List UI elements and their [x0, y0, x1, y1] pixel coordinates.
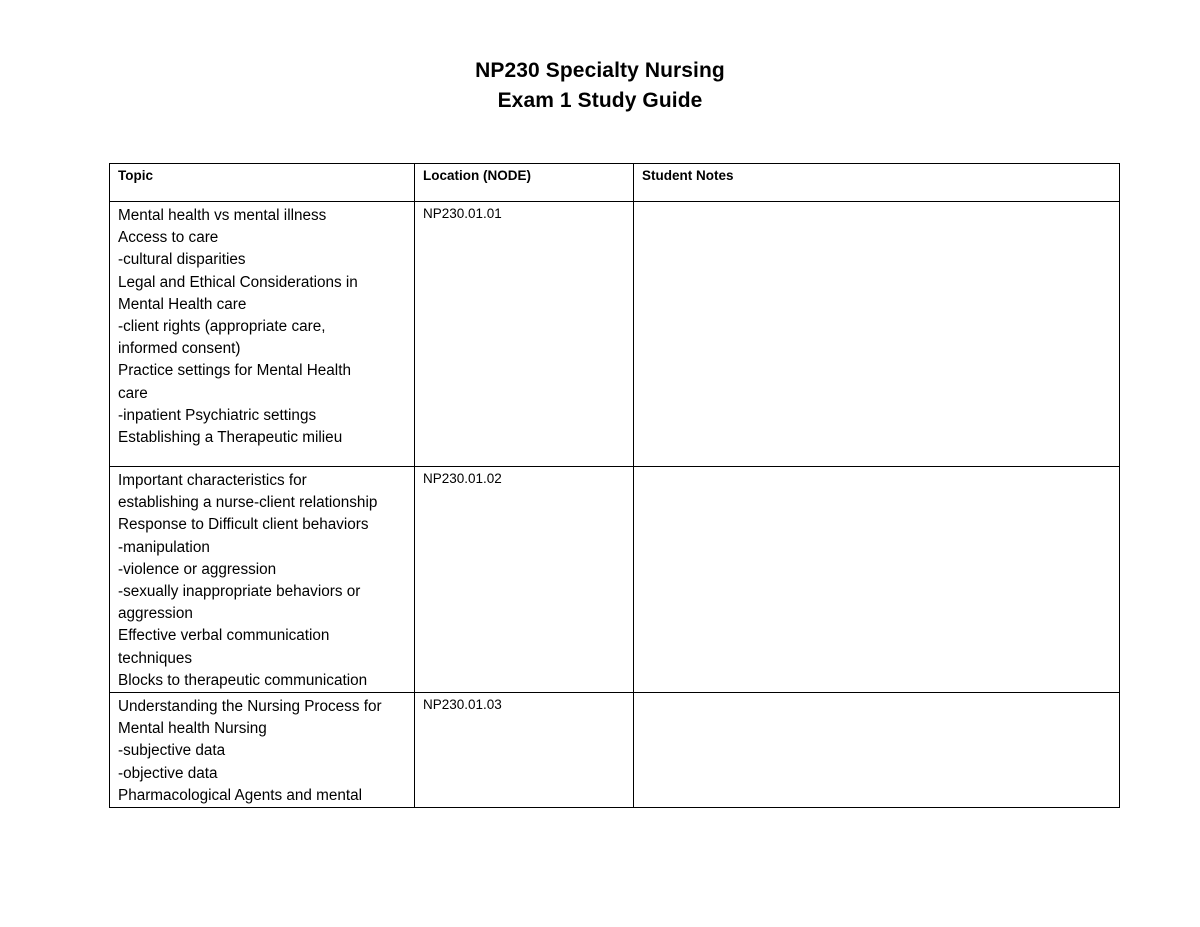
- topic-line: Establishing a Therapeutic milieu: [118, 429, 343, 447]
- topic-line: -inpatient Psychiatric settings: [118, 406, 317, 424]
- location-cell: [415, 202, 634, 467]
- topic-cell: [110, 467, 415, 693]
- topic-line: Effective verbal communication: [118, 627, 330, 645]
- topic-line: Understanding the Nursing Process for: [118, 698, 382, 716]
- document-title: NP230 Specialty Nursing: [475, 59, 725, 82]
- student-notes-cell[interactable]: [634, 693, 1120, 808]
- topic-line: -client rights (appropriate care,: [118, 318, 326, 336]
- header-cell-topic: [110, 164, 415, 202]
- topic-line: establishing a nurse-client relationship: [118, 494, 378, 512]
- topic-line: techniques: [118, 649, 192, 667]
- table-header-row: [110, 164, 1120, 202]
- topic-line: Pharmacological Agents and mental: [118, 786, 363, 804]
- topic-cell: [110, 202, 415, 467]
- topic-line: Mental health Nursing: [118, 720, 267, 738]
- topic-line: Mental Health care: [118, 295, 247, 313]
- topic-line: -manipulation: [118, 538, 210, 556]
- topic-line: Mental health vs mental illness: [118, 207, 327, 224]
- topic-list: [110, 202, 414, 449]
- topic-line: -cultural disparities: [118, 251, 246, 269]
- topic-line: -sexually inappropriate behaviors or: [118, 583, 361, 601]
- student-notes-cell[interactable]: [634, 467, 1120, 693]
- topic-cell: [110, 693, 415, 808]
- topic-list: [110, 693, 414, 807]
- topic-line: Legal and Ethical Considerations in: [118, 273, 358, 291]
- topic-line: informed consent): [118, 340, 241, 358]
- location-cell: [415, 467, 634, 693]
- node-code: NP230.01.02: [423, 471, 502, 486]
- location-cell: [415, 693, 634, 808]
- header-location: Location (NODE): [423, 168, 531, 183]
- topic-line: care: [118, 384, 148, 402]
- table-row: [110, 202, 1120, 467]
- table-row: [110, 467, 1120, 693]
- topic-line: -violence or aggression: [118, 560, 277, 578]
- topic-line: -objective data: [118, 764, 218, 782]
- header-cell-notes: [634, 164, 1120, 202]
- topic-list: [110, 467, 414, 692]
- document-subtitle: Exam 1 Study Guide: [497, 89, 703, 112]
- table-row: [110, 693, 1120, 808]
- topic-line: Practice settings for Mental Health: [118, 362, 351, 380]
- node-code: NP230.01.01: [423, 206, 502, 221]
- topic-line: -subjective data: [118, 742, 226, 760]
- study-guide-table: [109, 163, 1120, 808]
- header-student-notes: Student Notes: [642, 168, 734, 183]
- node-code: NP230.01.03: [423, 697, 502, 713]
- topic-line: Access to care: [118, 229, 219, 247]
- document-title-block: [0, 56, 1200, 116]
- topic-line: aggression: [118, 605, 193, 623]
- topic-line: Response to Difficult client behaviors: [118, 516, 369, 534]
- header-cell-location: [415, 164, 634, 202]
- topic-line: Blocks to therapeutic communication: [118, 671, 368, 689]
- student-notes-cell[interactable]: [634, 202, 1120, 467]
- header-topic: Topic: [118, 168, 153, 183]
- topic-line: Important characteristics for: [118, 472, 307, 489]
